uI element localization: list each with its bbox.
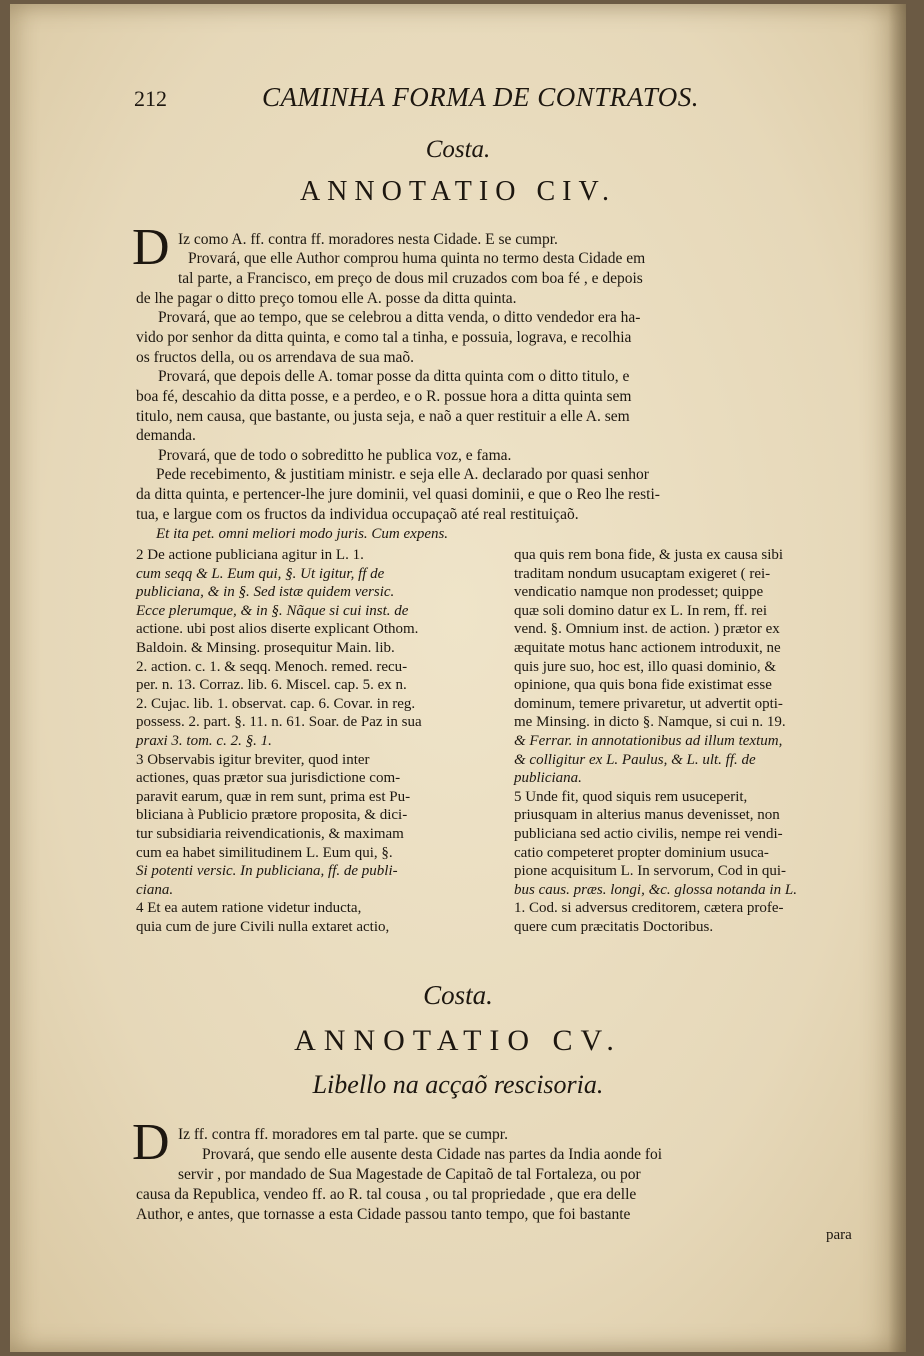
text-line: vido por senhor da ditta quinta, e como tal a tinha, e possuia, lograva, e recolhia [136, 329, 632, 346]
text-line: tua, e largue com os fructos da individua occupaçaõ até real restituiçaõ. [136, 506, 579, 523]
note-line: priusquam in alterius manus devenisset, non [514, 807, 780, 824]
note-line: dominum, temere privaretur, ut advertit opti- [514, 695, 783, 712]
book-page [10, 4, 906, 1352]
note-line: traditam nondum usucaptam exigeret ( rei- [514, 565, 771, 582]
note-line: 5 Unde fit, quod siquis rem usuceperit, [514, 788, 748, 805]
text-line: Provará, que ao tempo, que se celebrou a ditta venda, o ditto vendedor era ha- [158, 309, 641, 326]
note-line: 3 Observabis igitur breviter, quod inter [136, 751, 370, 768]
note-line: quere cum præcitatis Doctoribus. [514, 918, 714, 935]
note-line: possess. 2. part. §. 11. n. 61. Soar. de Paz in sua [136, 714, 422, 731]
notes-left-column [136, 546, 508, 936]
note-line: quæ soli domino datur ex L. In rem, ff. rei [514, 602, 768, 619]
note-line: 1. Cod. si adversus creditorem, cætera profe- [514, 900, 784, 917]
note-line: ciana. [136, 881, 174, 898]
text-line: Author, e antes, que tornasse a esta Cidade passou tanto tempo, que foi bastante [136, 1206, 631, 1223]
running-title: CAMINHA FORMA DE CONTRATOS. [262, 82, 700, 112]
note-line: quis jure suo, hoc est, illo quasi dominio, & [514, 658, 777, 675]
note-line: cum seqq & L. Eum qui, §. Ut igitur, ff de [136, 565, 385, 582]
text-line: Provará, que de todo o sobreditto he publica voz, e fama. [158, 447, 512, 464]
note-line: paravit earum, quæ in rem sunt, prima est Pu- [136, 788, 411, 805]
note-line: publiciana sed actio civilis, nempe rei vendi- [514, 825, 783, 842]
text-line: demanda. [136, 427, 196, 444]
text-line: boa fé, descahio da ditta posse, e a perdeo, e o R. possue hora a ditta quinta sem [136, 388, 632, 405]
note-line: publiciana. [514, 770, 582, 787]
text-line: Provará, que depois delle A. tomar posse da ditta quinta com o ditto titulo, e [158, 368, 630, 385]
annotation-subtitle: Libello na acçaõ rescisoria. [312, 1070, 604, 1099]
text-line: os fructos della, ou os arrendava de sua maõ. [136, 349, 415, 366]
note-line: qua quis rem bona fide, & justa ex causa sibi [514, 547, 784, 563]
section-author-costa: Costa. [425, 136, 491, 163]
note-line: bliciana à Publicio prætore proposita, & dici- [136, 807, 408, 824]
note-line: & colligitur ex L. Paulus, & L. ult. ff. de [514, 751, 756, 768]
note-line: bus caus. præs. longi, &c. glossa notanda in L. [514, 881, 797, 898]
text-line: titulo, nem causa, que bastante, ou justa seja, e naõ a quer restituir a elle A. sem [136, 408, 630, 425]
text-line: Provará, que sendo elle ausente desta Cidade nas partes da India aonde foi [202, 1146, 663, 1163]
note-line: tur subsidiaria reivendicationis, & maximam [136, 825, 404, 842]
note-line: æquitate motus hanc actionem introduxit, ne [514, 639, 781, 656]
note-line: Si potenti versic. In publiciana, ff. de publi- [136, 863, 398, 880]
drop-cap: D [132, 1114, 170, 1171]
text-line: Provará, que elle Author comprou huma quinta no termo desta Cidade em [188, 250, 646, 267]
text-line: Pede recebimento, & justitiam ministr. e seja elle A. declarado por quasi senhor [156, 466, 649, 483]
page-number: 212 [134, 86, 167, 111]
note-line: 2 De actione publiciana agitur in L. 1. [136, 547, 364, 563]
note-line: per. n. 13. Corraz. lib. 6. Miscel. cap. 5. ex n. [136, 677, 407, 694]
note-line: quia cum de jure Civili nulla extaret actio, [136, 918, 390, 935]
note-line: opinione, qua quis bona fide existimat esse [514, 677, 772, 694]
note-line: catio competeret propter dominium usuca- [514, 844, 769, 861]
note-line: 2. Cujac. lib. 1. observat. cap. 6. Covar. in reg. [136, 695, 416, 712]
note-line: publiciana, & in §. Sed istæ quidem versic. [136, 584, 395, 601]
text-line: Iz ff. contra ff. moradores em tal parte. que se cumpr. [178, 1126, 508, 1143]
note-line: actione. ubi post alios diserte explicant Othom. [136, 621, 419, 638]
text-line: de lhe pagar o ditto preço tomou elle A. posse da ditta quinta. [136, 290, 517, 307]
note-line: pione acquisitum L. In servorum, Cod in qui- [514, 863, 787, 880]
notes-right-column [514, 546, 876, 936]
note-line: praxi 3. tom. c. 2. §. 1. [136, 732, 272, 749]
note-line: cum ea habet similitudinem L. Eum qui, §. [136, 844, 393, 861]
text-line: da ditta quinta, e pertencer-lhe jure dominii, vel quasi dominii, e que o Reo lhe resti- [136, 486, 660, 503]
annotation-heading-civ: ANNOTATIO CIV. [299, 176, 617, 207]
note-line: Baldoin. & Minsing. prosequitur Main. lib. [136, 639, 395, 656]
drop-cap: D [132, 219, 170, 276]
text-line: tal parte, a Francisco, em preço de dous mil cruzados com boa fé , e depois [178, 270, 643, 287]
text-line: servir , por mandado de Sua Magestade de Capitaõ de tal Fortaleza, ou por [178, 1166, 641, 1183]
note-line: Ecce plerumque, & in §. Nãque si cui inst. de [136, 602, 409, 619]
note-line: me Minsing. in dicto §. Namque, si cui n. 19. [514, 714, 786, 731]
note-line: 2. action. c. 1. & seqq. Menoch. remed. recu- [136, 658, 408, 675]
note-line: actiones, quas prætor sua jurisdictione com- [136, 770, 401, 787]
text-line: Iz como A. ff. contra ff. moradores nesta Cidade. E se cumpr. [178, 231, 558, 248]
section-author-costa: Costa. [423, 980, 493, 1010]
text-line-closing: Et ita pet. omni meliori modo juris. Cum expens. [156, 526, 449, 542]
note-line: vendicatio namque non prodesset; quippe [514, 584, 764, 601]
annotation-heading-cv: ANNOTATIO CV. [294, 1024, 622, 1057]
note-line: vend. §. Omnium inst. de action. ) prætor ex [514, 621, 780, 638]
note-line: 4 Et ea autem ratione videtur inducta, [136, 900, 362, 917]
catchword: para [826, 1227, 852, 1243]
page-header [134, 82, 794, 122]
text-line: causa da Republica, vendeo ff. ao R. tal cousa , ou tal propriedade , que era delle [136, 1186, 637, 1203]
note-line: & Ferrar. in annotationibus ad illum textum, [514, 732, 783, 749]
